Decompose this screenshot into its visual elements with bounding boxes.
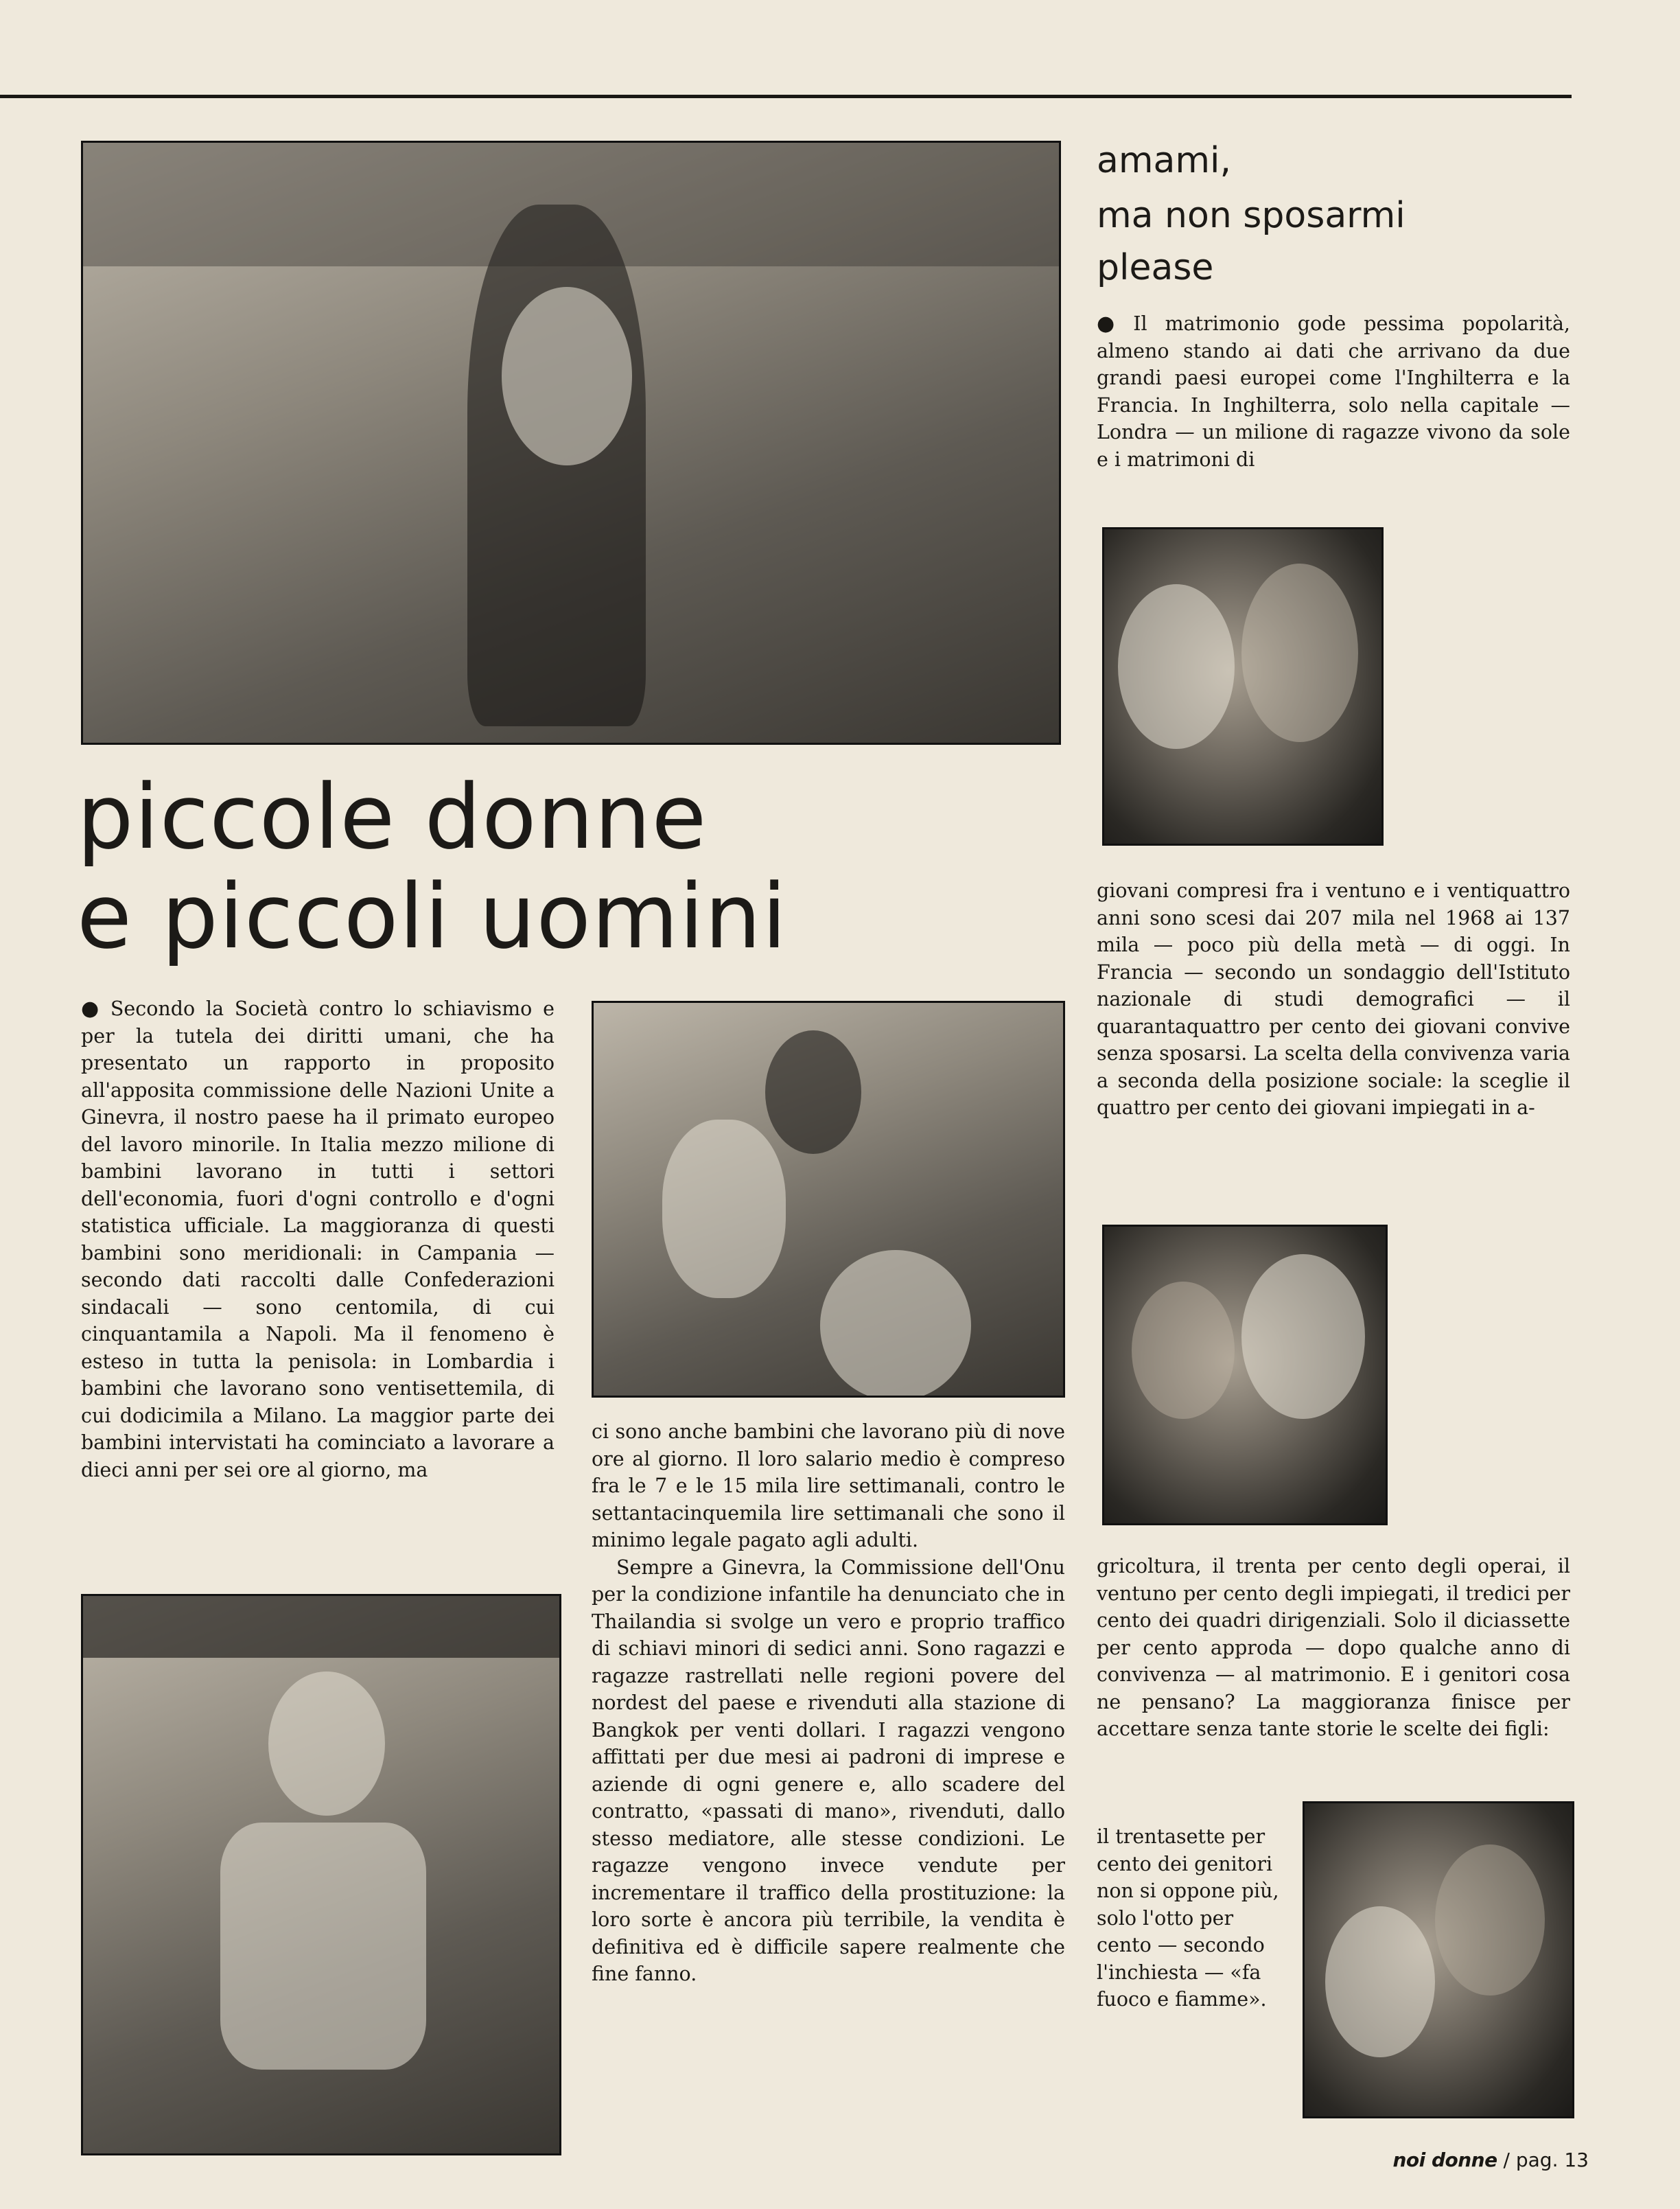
left-col2-para2: Sempre a Ginevra, la Commissione dell'Onu per la condizione infantile ha denunciato che in Thailandia si svolge un vero e proprio traffico di schiavi minori di sedici anni. Sono ragazzi e ragazze rastrellati nelle regioni povere del nordest del paese e rivenduti alla stazione di Bangkok per venti dollari. I ragazzi vengono affittati per due mesi ai padroni di imprese e aziende di ogni genere e, allo scadere del contratto, «passati di mano», rivenduti, dallo stesso mediatore, alle stesse condizioni. Le ragazze vengono invece vendute per incrementare il traffico della prostituzione: la loro sorte è ancora più terribile, la vendita è definitiva ed è difficile sapere realmente che fine fanno. [592, 1555, 1065, 1985]
right-text-1 [1097, 310, 1570, 473]
magazine-brand: noi donne [1392, 2149, 1497, 2171]
right-text-1-body: Il matrimonio gode pessima popolarità, almeno stando ai dati che arrivano da due grandi paesi europei come l'Inghilterra e la Francia. In Inghilterra, solo nella capitale — Londra — un milione di ragazze vivono da sole e i matrimoni di [1097, 312, 1570, 471]
right-headline-line2: ma non sposarmi [1097, 195, 1405, 236]
right-text-4 [1097, 1823, 1293, 2013]
photo-women-working [592, 1001, 1065, 1398]
page-number: pag. 13 [1515, 2149, 1589, 2171]
top-rule [0, 95, 1572, 98]
footer-separator: / [1503, 2149, 1510, 2171]
bullet-icon-right: ● [1097, 312, 1127, 336]
photo-couple-2 [1102, 1225, 1388, 1525]
right-text-2 [1097, 877, 1570, 1122]
photo-couple-1 [1102, 527, 1384, 846]
right-headline-line3: please [1097, 247, 1214, 288]
right-text-2-body: giovani compresi fra i ventuno e i ventiquattro anni sono scesi dai 207 mila nel 1968 ai 137 mila — poco più della metà — di oggi. In Francia — secondo un sondaggio dell'Istituto nazionale di studi demografici — il quarantaquattro per cento dei giovani convive senza sposarsi. La scelta della convivenza varia a seconda della posizione sociale: la sceglie il quattro per cento dei giovani impiegati in a- [1097, 879, 1570, 1119]
photo-boy-cap [81, 1594, 561, 2155]
left-column-2-text [592, 1418, 1065, 1988]
photo-vineyard-boy [81, 141, 1061, 745]
left-headline-line1: piccole donne [77, 765, 708, 869]
left-column-1-text [81, 995, 555, 1483]
photo-couple-3 [1303, 1801, 1574, 2118]
left-headline-line2: e piccoli uomini [77, 864, 788, 969]
right-text-3 [1097, 1553, 1570, 1743]
right-text-4-body: il trentasette per cento dei genitori non si oppone più, solo l'otto per cento — secondo l'inchiesta — «fa fuoco e fiamme». [1097, 1825, 1279, 2011]
right-text-3-body: gricoltura, il trenta per cento degli operai, il ventuno per cento degli impiegati, il tredici per cento dei quadri dirigenziali. Solo il diciassette per cento approda — dopo qualche anno di convivenza — al matrimonio. E i genitori cosa ne pensano? La maggioranza finisce per accettare senza tante storie le scelte dei figli: [1097, 1555, 1570, 1740]
page-footer [1392, 2149, 1589, 2171]
bullet-icon: ● [81, 997, 104, 1021]
right-headline-line1: amami, [1097, 140, 1232, 181]
left-col2-para1: ci sono anche bambini che lavorano più di nove ore al giorno. Il loro salario medio è compreso fra le 7 e le 15 mila lire settimanali, contro le settantacinquemila lire settimanali che sono il minimo legale pagato agli adulti. [592, 1420, 1065, 1551]
left-col1-body: Secondo la Società contro lo schiavismo e per la tutela dei diritti umani, che ha presentato un rapporto in proposito all'apposita commissione delle Nazioni Unite a Ginevra, il nostro paese ha il primato europeo del lavoro minorile. In Italia mezzo milione di bambini lavorano in tutti i settori dell'economia, fuori d'ogni controllo e d'ogni statistica ufficiale. La maggioranza di questi bambini sono meridionali: in Campania — secondo dati raccolti dalle Confederazioni sindacali — sono centomila, di cui cinquantamila a Napoli. Ma il fenomeno è esteso in tutta la penisola: in Lombardia i bambini che lavorano sono ventisettemila, di cui dodicimila a Milano. La maggior parte dei bambini intervistati ha cominciato a lavorare a dieci anni per sei ore al giorno, ma [81, 997, 555, 1481]
